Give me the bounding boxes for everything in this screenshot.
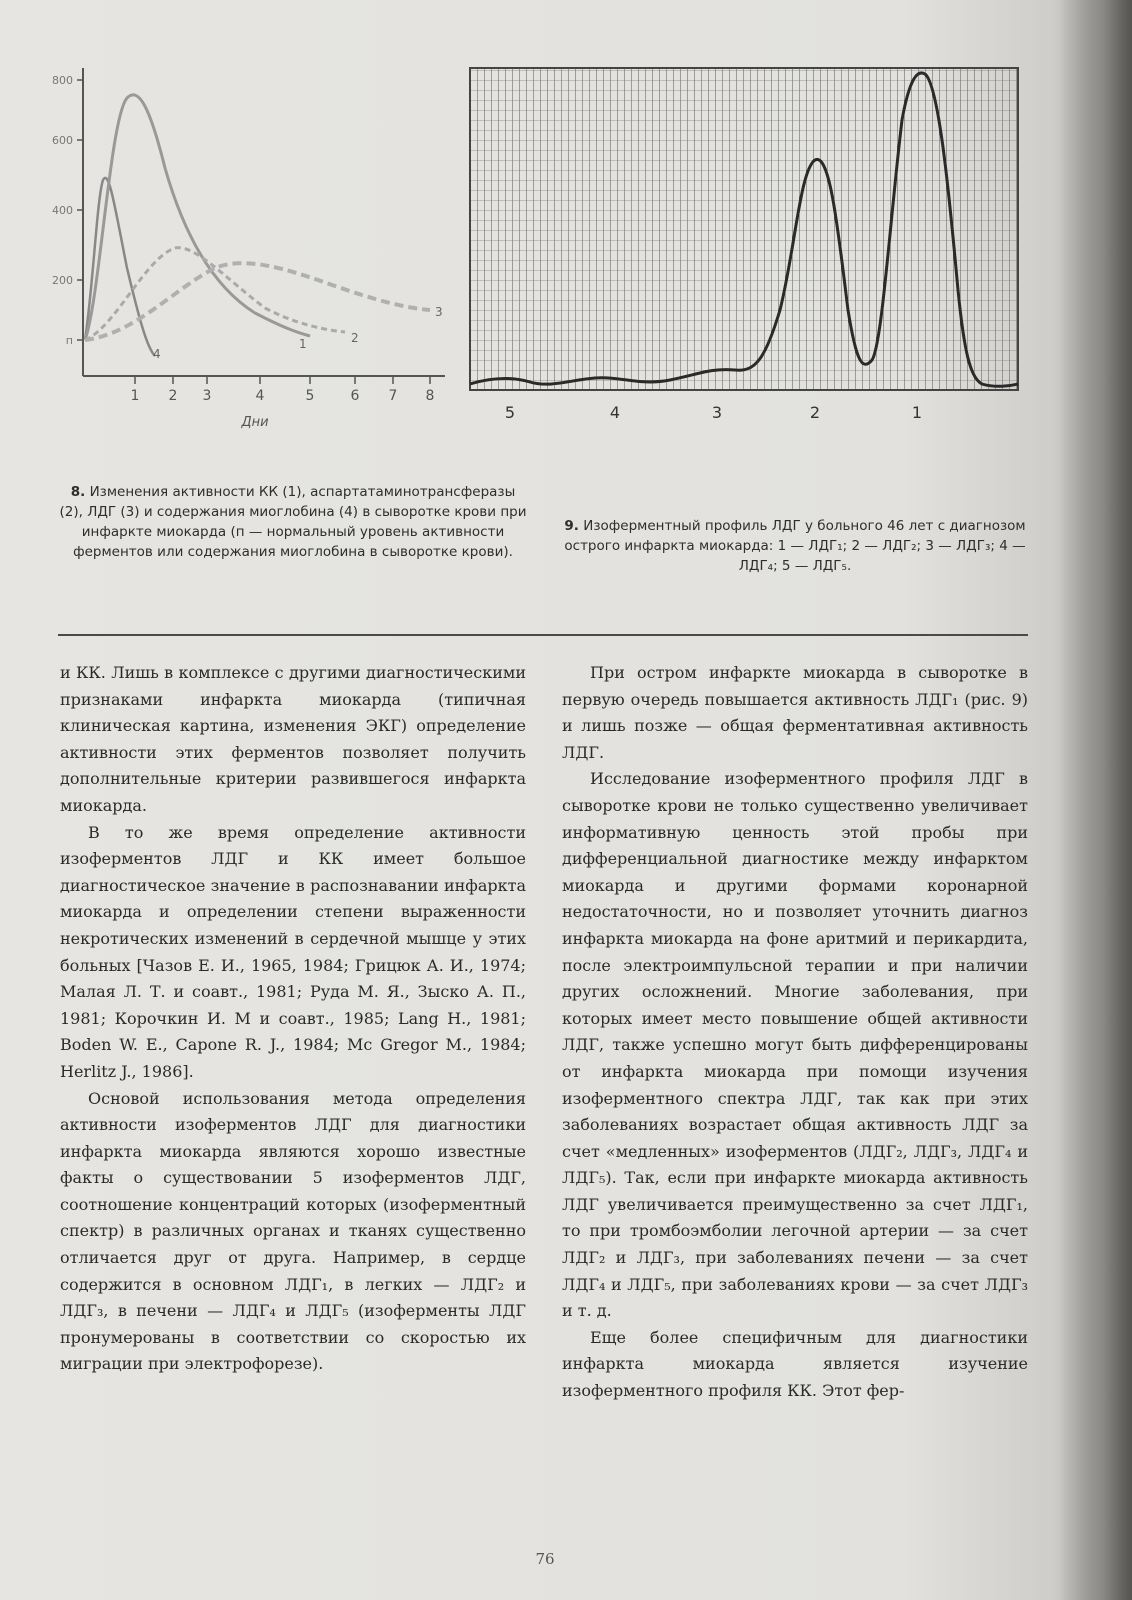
- paragraph: При остром инфаркте миокарда в сыворотке в первую очередь повышается активность ЛДГ₁ (рис. 9) и лишь позже — общая ферментативная активность ЛДГ.: [562, 663, 1028, 762]
- figure-9-caption: [560, 516, 1030, 576]
- figure-9-densitogram: [470, 60, 1045, 440]
- fig9-peak-label: 3: [711, 403, 723, 422]
- fig8-xtick: 1: [130, 388, 140, 404]
- fig8-xtick: 3: [202, 388, 212, 404]
- figure-9-number: 9.: [564, 518, 579, 534]
- fig8-ytick: 200: [52, 274, 73, 287]
- fig8-xtick: 5: [305, 388, 315, 404]
- paragraph: и КК. Лишь в комплексе с другими диагностическими признаками инфаркта миокарда (типичная клиническая картина, изменения ЭКГ) определение активности этих ферментов позволяет получить дополнительные критерии развившегося инфаркта миокарда.: [60, 663, 526, 815]
- paragraph: В то же время определение активности изоферментов ЛДГ и КК имеет большое диагностическое значение в распознавании инфаркта миокарда и определении степени выраженности некротических изменений в сердечной мышце у этих больных [Чазов Е. И., 1965, 1984; Грицюк А. И., 1974; Малая Л. Т. и соавт., 1981; Руда М. Я., Зыско А. П., 1981; Корочкин И. М и соавт., 1985; Lang H., 1981; Boden W. E., Capone R. J., 1984; Mc Gregor M., 1984; Herlitz J., 1986].: [60, 822, 526, 1081]
- fig8-ytick: п: [65, 334, 73, 347]
- fig8-xtick: 4: [255, 388, 265, 404]
- fig8-curve-label: 1: [299, 337, 307, 351]
- spine-shadow: [1060, 0, 1132, 1600]
- figure-8-number: 8.: [70, 484, 86, 500]
- fig8-ytick: 600: [52, 134, 73, 147]
- fig8-xtick: 2: [168, 388, 178, 404]
- fig8-xtick: 7: [388, 388, 398, 404]
- fig9-peak-label: 1: [911, 403, 923, 422]
- fig8-ytick: 800: [52, 74, 73, 87]
- figure-8-chart: [52, 58, 455, 438]
- paragraph: Основой использования метода определения активности изоферментов ЛДГ для диагностики инфаркта миокарда являются хорошо известные факты о существовании 5 изоферментов ЛДГ, соотношение концентраций которых (изоферментный спектр) в различных органах и тканях существенно отличается друг от друга. Например, в сердце содержится в основном ЛДГ₁, в легких — ЛДГ₂ и ЛДГ₃, в печени — ЛДГ₄ и ЛДГ₅ (изоферменты ЛДГ пронумерованы в соответствии со скоростью их миграции при электрофорезе).: [60, 1088, 526, 1374]
- right-text-column: [562, 660, 1028, 1405]
- fig8-xtick: 6: [350, 388, 360, 404]
- fig9-peak-label: 2: [809, 403, 821, 422]
- left-text-column: [60, 660, 526, 1378]
- fig8-curve-label: 2: [351, 331, 359, 345]
- fig8-xtick: 8: [425, 388, 435, 404]
- fig8-curve-label: 3: [435, 305, 443, 319]
- fig8-curve-label: 4: [153, 347, 161, 361]
- fig9-peak-label: 5: [504, 403, 516, 422]
- page-number: 76: [535, 1550, 555, 1568]
- fig8-ytick: 400: [52, 204, 73, 217]
- paragraph: Еще более специфичным для диагностики инфаркта миокарда является изучение изоферментного профиля КК. Этот фер-: [562, 1327, 1028, 1401]
- fig9-peak-label: 4: [609, 403, 621, 422]
- figure-8-caption: [58, 482, 528, 562]
- fig8-curve-2: [85, 248, 345, 340]
- figure-9-caption-text: Изоферментный профиль ЛДГ у больного 46 лет с диагнозом острого инфаркта миокарда: 1 — ЛДГ₁; 2 — ЛДГ₂; 3 — ЛДГ₃; 4 — ЛДГ₄; 5 — ЛДГ₅.: [564, 518, 1026, 574]
- fig9-grid: [470, 68, 1018, 390]
- paragraph: Исследование изоферментного профиля ЛДГ в сыворотке крови не только существенно увеличивает информативную ценность этой пробы при дифференциальной диагностике между инфарктом миокарда и другими формами коронарной недостаточности, но и позволяет уточнить диагноз инфаркта миокарда на фоне аритмий и перикардита, после электроимпульсной терапии и при наличии других осложнений. Многие заболевания, при которых имеет место повышение общей активности ЛДГ, также успешно могут быть дифференцированы от инфаркта миокарда при помощи изучения изоферментного спектра ЛДГ, так как при этих заболеваниях возрастает общая активность ЛДГ за счет «медленных» изоферментов (ЛДГ₂, ЛДГ₃, ЛДГ₄ и ЛДГ₅). Так, если при инфаркте миокарда активность ЛДГ увеличивается преимущественно за счет ЛДГ₁, то при тромбоэмболии легочной артерии — за счет ЛДГ₂ и ЛДГ₃, при заболеваниях печени — за счет ЛДГ₄ и ЛДГ₅, при заболеваниях крови — за счет ЛДГ₃ и т. д.: [562, 769, 1028, 1321]
- fig8-curve-1: [85, 95, 310, 340]
- figure-8-caption-text: Изменения активности КК (1), аспартатаминотрансферазы (2), ЛДГ (3) и содержания миоглобина (4) в сыворотке крови при инфаркте миокарда (п — нормальный уровень активности ферментов или содержания миоглобина в сыворотке крови).: [59, 484, 527, 560]
- fig8-xaxis-label: Дни: [241, 415, 269, 430]
- horizontal-rule: [58, 634, 1028, 636]
